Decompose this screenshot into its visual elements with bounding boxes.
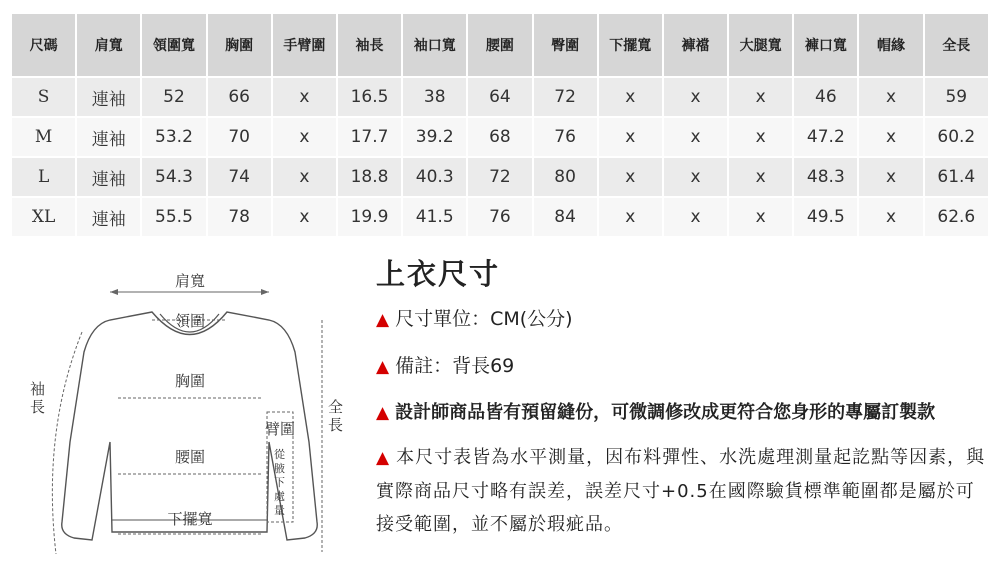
table-row xyxy=(12,198,988,236)
table-header-row xyxy=(12,14,988,76)
table-cell: x xyxy=(729,158,792,196)
table-cell: 80 xyxy=(534,158,597,196)
table-cell: x xyxy=(859,158,922,196)
column-header: 下擺寬 xyxy=(599,14,662,76)
upper-arm-note-1: 從 xyxy=(274,448,285,461)
table-cell: 64 xyxy=(468,78,531,116)
table-cell: 17.7 xyxy=(338,118,401,156)
size-cell: XL xyxy=(12,198,75,236)
chest-label: 胸圍 xyxy=(174,372,206,390)
table-cell: x xyxy=(664,118,727,156)
column-header: 尺碼 xyxy=(12,14,75,76)
column-header: 腰圍 xyxy=(468,14,531,76)
table-cell: x xyxy=(599,198,662,236)
column-header: 袖口寬 xyxy=(403,14,466,76)
column-header: 褲口寬 xyxy=(794,14,857,76)
table-cell: 連袖 xyxy=(77,158,140,196)
triangle-icon: ▲ xyxy=(376,403,390,423)
measure-note-text: 本尺寸表皆為水平測量，因布料彈性、水洗處理測量起訖點等因素，與實際商品尺寸略有誤差，誤差尺寸+0.5在國際驗貨標準範圍都是屬於可接受範圍，並不屬於瑕疵品。 xyxy=(376,447,986,535)
table-cell: 84 xyxy=(534,198,597,236)
column-header: 手臂圍 xyxy=(273,14,336,76)
table-cell: 連袖 xyxy=(77,118,140,156)
size-cell: L xyxy=(12,158,75,196)
table-cell: 61.4 xyxy=(925,158,988,196)
design-line xyxy=(376,397,986,429)
table-row xyxy=(12,78,988,116)
table-cell: x xyxy=(664,198,727,236)
size-cell: M xyxy=(12,118,75,156)
column-header: 大腿寬 xyxy=(729,14,792,76)
table-cell: 38 xyxy=(403,78,466,116)
table-cell: x xyxy=(664,78,727,116)
column-header: 肩寬 xyxy=(77,14,140,76)
table-cell: 59 xyxy=(925,78,988,116)
full-length-label-2: 長 xyxy=(328,416,344,434)
table-cell: 78 xyxy=(208,198,271,236)
table-cell: x xyxy=(599,118,662,156)
column-header: 全長 xyxy=(925,14,988,76)
table-cell: 連袖 xyxy=(77,78,140,116)
column-header: 胸圍 xyxy=(208,14,271,76)
table-cell: 連袖 xyxy=(77,198,140,236)
upper-arm-note-5: 量 xyxy=(274,504,285,517)
table-cell: 76 xyxy=(468,198,531,236)
table-cell: 72 xyxy=(468,158,531,196)
table-cell: 39.2 xyxy=(403,118,466,156)
size-chart-table xyxy=(10,12,990,238)
table-cell: 76 xyxy=(534,118,597,156)
table-cell: x xyxy=(599,158,662,196)
upper-arm-label: 臂圍 xyxy=(265,420,296,438)
sleeve-label-1: 袖 xyxy=(30,380,46,398)
size-cell: S xyxy=(12,78,75,116)
column-header: 袖長 xyxy=(338,14,401,76)
table-cell: 48.3 xyxy=(794,158,857,196)
triangle-icon: ▲ xyxy=(376,357,390,377)
upper-arm-note-2: 腋 xyxy=(274,462,285,475)
remark-text: 備註：背長69 xyxy=(395,355,515,377)
table-cell: 53.2 xyxy=(142,118,205,156)
remark-line xyxy=(376,350,986,383)
measure-note xyxy=(376,441,986,541)
table-cell: 19.9 xyxy=(338,198,401,236)
table-cell: x xyxy=(273,78,336,116)
table-cell: 41.5 xyxy=(403,198,466,236)
table-cell: 16.5 xyxy=(338,78,401,116)
size-info-panel xyxy=(376,252,986,541)
table-cell: 47.2 xyxy=(794,118,857,156)
upper-arm-note-3: 下 xyxy=(274,476,285,489)
table-row xyxy=(12,158,988,196)
upper-arm-note-4: 處 xyxy=(274,490,285,503)
column-header: 臀圍 xyxy=(534,14,597,76)
table-cell: 18.8 xyxy=(338,158,401,196)
table-cell: x xyxy=(599,78,662,116)
neck-label: 領圍 xyxy=(174,312,206,330)
table-cell: 52 xyxy=(142,78,205,116)
unit-line xyxy=(376,303,986,336)
table-cell: 70 xyxy=(208,118,271,156)
table-cell: 55.5 xyxy=(142,198,205,236)
column-header: 帽緣 xyxy=(859,14,922,76)
sleeve-label-2: 長 xyxy=(30,398,46,416)
full-length-label-1: 全 xyxy=(328,398,344,416)
table-cell: x xyxy=(273,118,336,156)
table-cell: x xyxy=(273,158,336,196)
table-cell: x xyxy=(273,198,336,236)
sleeve-arc xyxy=(52,332,82,554)
garment-diagram xyxy=(22,262,352,562)
triangle-icon: ▲ xyxy=(376,448,391,468)
table-cell: 72 xyxy=(534,78,597,116)
table-cell: 62.6 xyxy=(925,198,988,236)
waist-label: 腰圍 xyxy=(174,448,206,466)
table-cell: 46 xyxy=(794,78,857,116)
table-cell: x xyxy=(859,198,922,236)
triangle-icon: ▲ xyxy=(376,310,390,330)
shoulder-label: 肩寬 xyxy=(174,272,206,290)
design-text: 設計師商品皆有預留縫份，可微調修改成更符合您身形的專屬訂製款 xyxy=(395,402,936,423)
table-cell: x xyxy=(729,78,792,116)
table-cell: 40.3 xyxy=(403,158,466,196)
table-cell: x xyxy=(729,118,792,156)
table-cell: x xyxy=(664,158,727,196)
table-cell: 68 xyxy=(468,118,531,156)
table-cell: 74 xyxy=(208,158,271,196)
unit-text: 尺寸單位：CM(公分) xyxy=(395,308,573,330)
column-header: 領圍寬 xyxy=(142,14,205,76)
table-cell: x xyxy=(859,78,922,116)
table-cell: x xyxy=(729,198,792,236)
table-cell: 54.3 xyxy=(142,158,205,196)
table-row xyxy=(12,118,988,156)
table-cell: 60.2 xyxy=(925,118,988,156)
table-cell: 66 xyxy=(208,78,271,116)
hem-label: 下擺寬 xyxy=(167,510,213,528)
column-header: 褲襠 xyxy=(664,14,727,76)
table-cell: x xyxy=(859,118,922,156)
section-title: 上衣尺寸 xyxy=(376,257,501,291)
table-cell: 49.5 xyxy=(794,198,857,236)
